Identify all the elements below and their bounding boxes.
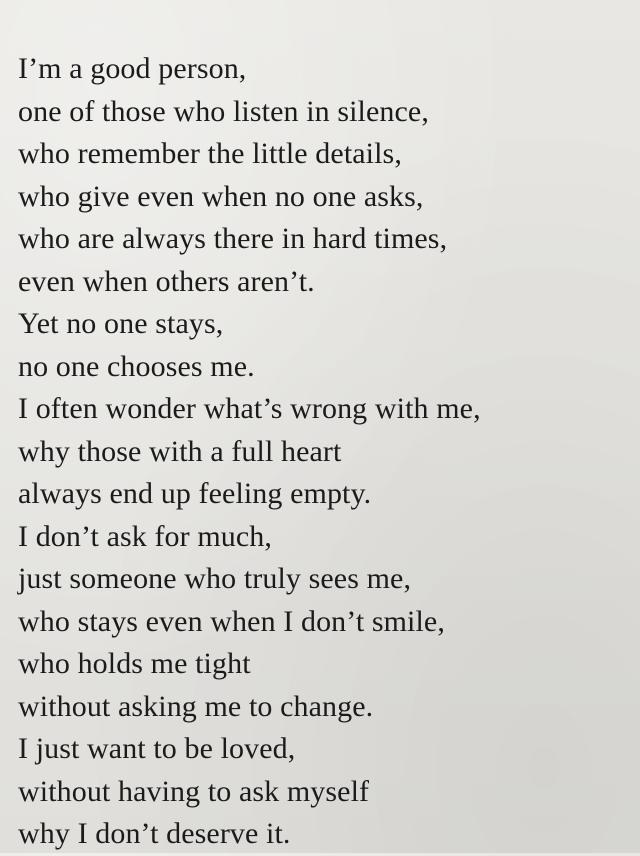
poem-line: who stays even when I don’t smile, <box>18 604 445 638</box>
poem-line: just someone who truly sees me, <box>18 562 412 595</box>
poem-line: always end up feeling empty. <box>18 477 372 510</box>
poem-line: one of those who listen in silence, <box>18 94 429 128</box>
poem-line: who are always there in hard times, <box>18 222 448 255</box>
poem-line: I often wonder what’s wrong with me, <box>18 392 481 425</box>
poem-line: who remember the little details, <box>18 137 402 170</box>
poem-line: I just want to be loved, <box>18 732 296 765</box>
poem-line: who give even when no one asks, <box>18 179 424 213</box>
poem-line: without having to ask myself <box>18 774 370 808</box>
poem-text <box>18 48 640 856</box>
poem-line: why I don’t deserve it. <box>18 817 291 850</box>
poem-line: even when others aren’t. <box>18 264 315 298</box>
poem-line: who holds me tight <box>18 647 251 680</box>
poem-line: I don’t ask for much, <box>18 519 272 553</box>
poem-line: I’m a good person, <box>18 52 247 85</box>
poem-line: no one chooses me. <box>18 349 255 383</box>
poem-line: Yet no one stays, <box>18 307 224 340</box>
poem-line: why those with a full heart <box>18 434 342 468</box>
poem-line: without asking me to change. <box>18 689 374 723</box>
